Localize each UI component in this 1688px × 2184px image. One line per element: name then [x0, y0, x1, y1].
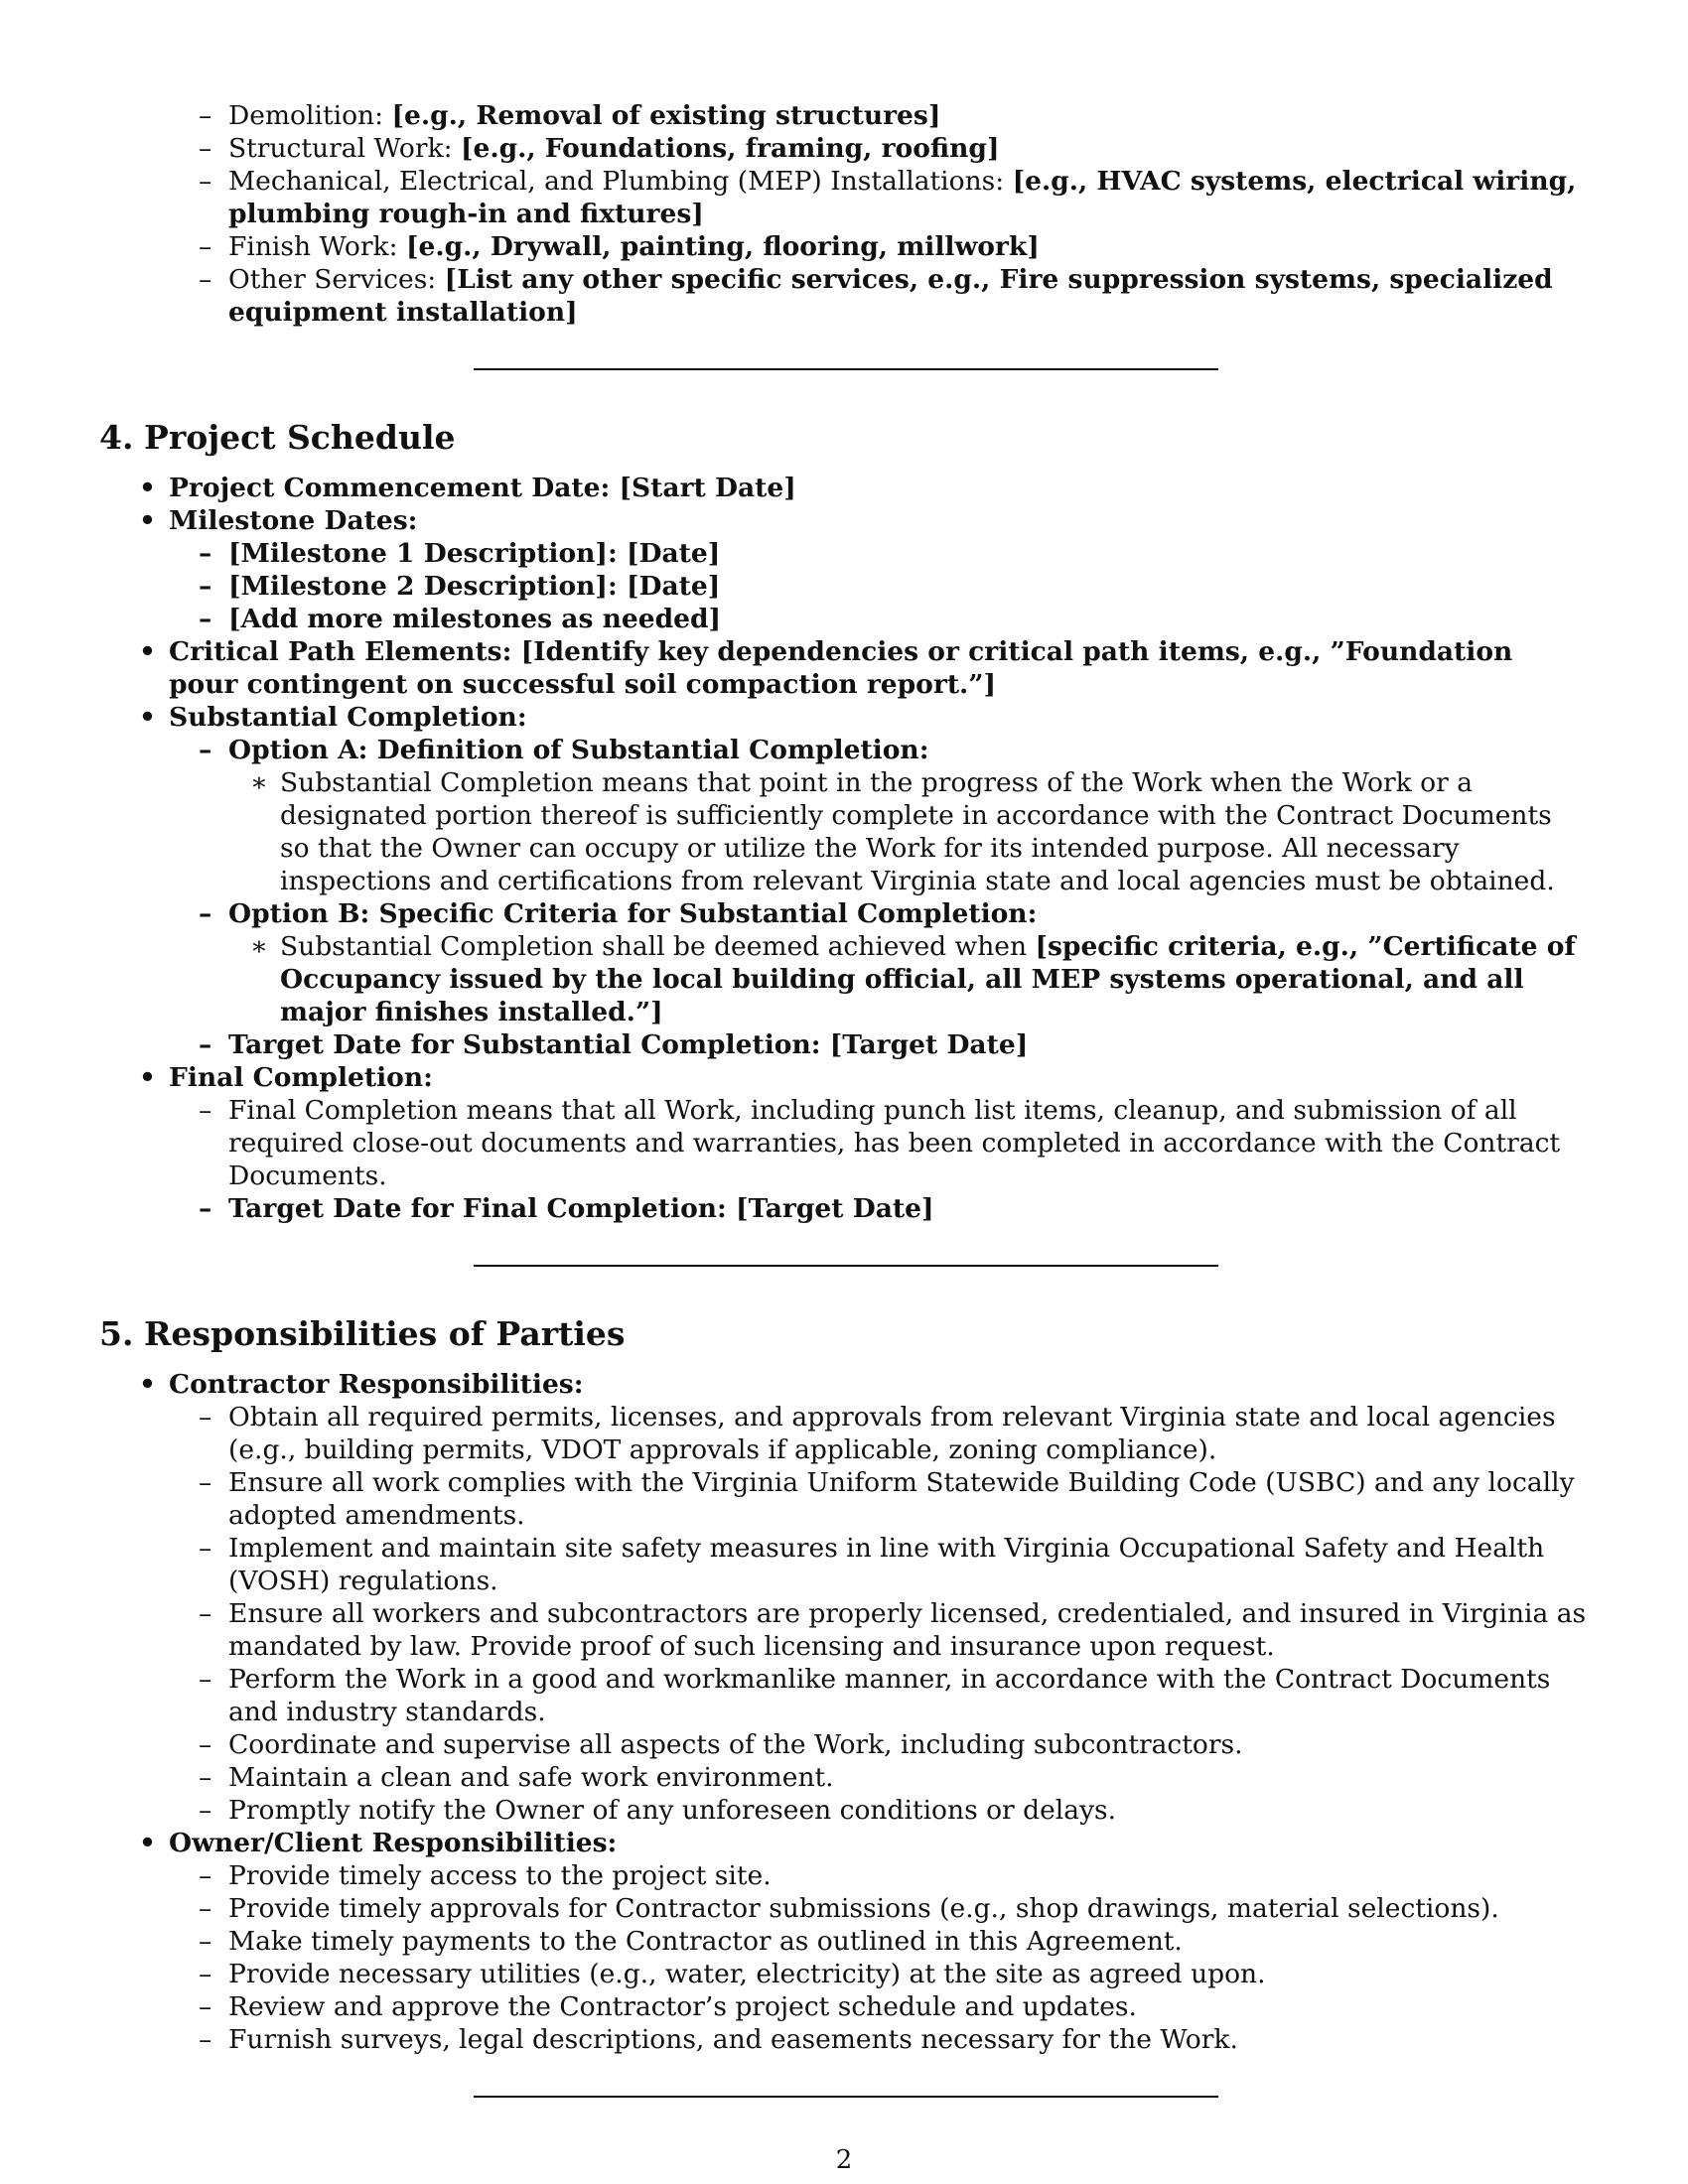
milestones-list [99, 537, 1589, 635]
owner-heading-list [99, 1827, 1589, 1859]
list-item: • Project Commencement Date: [Start Date] [99, 472, 1589, 504]
list-item: • Final Completion: [99, 1061, 1589, 1094]
list-item: • Critical Path Elements: [Identify key dependencies or critical path items, e.g., ”Foundation pour contingent on successful soil compaction report.”] [99, 635, 1589, 701]
option-a-detail [99, 766, 1589, 897]
list-item: – Ensure all work complies with the Virginia Uniform Statewide Building Code (USBC) and any locally adopted amendments. [99, 1466, 1589, 1532]
list-item: ∗ Substantial Completion shall be deemed achieved when [specific criteria, e.g., ”Certificate of Occupancy issued by the local building official, all MEP systems operational, and all major finishes installed.”] [99, 930, 1589, 1028]
option-b-detail [99, 930, 1589, 1028]
page-number: 2 [835, 2145, 853, 2175]
contractor-responsibilities [99, 1401, 1589, 1827]
list-item: – Demolition: [e.g., Removal of existing structures] [99, 99, 1589, 132]
list-item: – [Milestone 1 Description]: [Date] [99, 537, 1589, 570]
list-item: – Provide necessary utilities (e.g., water, electricity) at the site as agreed upon. [99, 1958, 1589, 1990]
list-item: – Maintain a clean and safe work environment. [99, 1761, 1589, 1794]
list-item: – Implement and maintain site safety measures in line with Virginia Occupational Safety and Health (VOSH) regulations. [99, 1532, 1589, 1597]
list-item: – Coordinate and supervise all aspects of the Work, including subcontractors. [99, 1728, 1589, 1761]
list-item: – Structural Work: [e.g., Foundations, framing, roofing] [99, 132, 1589, 165]
list-item: – Provide timely approvals for Contractor submissions (e.g., shop drawings, material selections). [99, 1892, 1589, 1925]
list-item: – Promptly notify the Owner of any unforeseen conditions or delays. [99, 1794, 1589, 1827]
list-item: – Target Date for Substantial Completion: [Target Date] [99, 1028, 1589, 1061]
section-heading-responsibilities: 5. Responsibilities of Parties [99, 1314, 626, 1353]
substantial-options-list [99, 734, 1589, 766]
list-item: – Final Completion means that all Work, including punch list items, cleanup, and submission of all required close-out documents and warranties, has been completed in accordance with the Contract Documents. [99, 1094, 1589, 1192]
contractor-heading-list [99, 1368, 1589, 1401]
list-item: – Other Services: [List any other specific services, e.g., Fire suppression systems, specialized equipment installation] [99, 263, 1589, 329]
list-item: – Make timely payments to the Contractor as outlined in this Agreement. [99, 1925, 1589, 1958]
list-item: – Mechanical, Electrical, and Plumbing (MEP) Installations: [e.g., HVAC systems, electrical wiring, plumbing rough-in and fixtures] [99, 165, 1589, 230]
substantial-target-list [99, 1028, 1589, 1061]
list-item: – [Milestone 2 Description]: [Date] [99, 570, 1589, 603]
list-item: – [Add more milestones as needed] [99, 603, 1589, 635]
owner-responsibilities [99, 1859, 1589, 2056]
final-completion-list [99, 1061, 1589, 1094]
services-list [99, 99, 1589, 329]
list-item: – Furnish surveys, legal descriptions, and easements necessary for the Work. [99, 2023, 1589, 2056]
list-item: • Owner/Client Responsibilities: [99, 1827, 1589, 1859]
list-item: – Finish Work: [e.g., Drywall, painting, flooring, millwork] [99, 230, 1589, 263]
page-content [99, 99, 1589, 2098]
list-item: – Obtain all required permits, licenses, and approvals from relevant Virginia state and local agencies (e.g., building permits, VDOT approvals if applicable, zoning compliance). [99, 1401, 1589, 1466]
section-divider [474, 368, 1218, 370]
list-item: • Contractor Responsibilities: [99, 1368, 1589, 1401]
list-item: – Option A: Definition of Substantial Completion: [99, 734, 1589, 766]
list-item: – Perform the Work in a good and workmanlike manner, in accordance with the Contract Documents and industry standards. [99, 1663, 1589, 1728]
schedule-list [99, 472, 1589, 537]
substantial-options-list-b [99, 897, 1589, 930]
schedule-list-continued [99, 635, 1589, 734]
list-item: • Substantial Completion: [99, 701, 1589, 734]
list-item: – Review and approve the Contractor’s project schedule and updates. [99, 1990, 1589, 2023]
list-item: • Milestone Dates: [99, 504, 1589, 537]
list-item: – Provide timely access to the project site. [99, 1859, 1589, 1892]
section-divider [474, 2096, 1218, 2098]
section-heading-project-schedule: 4. Project Schedule [99, 418, 456, 457]
list-item: – Target Date for Final Completion: [Target Date] [99, 1192, 1589, 1225]
list-item: ∗ Substantial Completion means that point in the progress of the Work when the Work or a designated portion thereof is sufficiently complete in accordance with the Contract Documents so that the Owner can occupy or utilize the Work for its intended purpose. All necessary inspections and certifications from relevant Virginia state and local agencies must be obtained. [99, 766, 1589, 897]
final-completion-detail [99, 1094, 1589, 1225]
list-item: – Option B: Specific Criteria for Substantial Completion: [99, 897, 1589, 930]
list-item: – Ensure all workers and subcontractors are properly licensed, credentialed, and insured in Virginia as mandated by law. Provide proof of such licensing and insurance upon request. [99, 1597, 1589, 1663]
section-divider [474, 1265, 1218, 1267]
